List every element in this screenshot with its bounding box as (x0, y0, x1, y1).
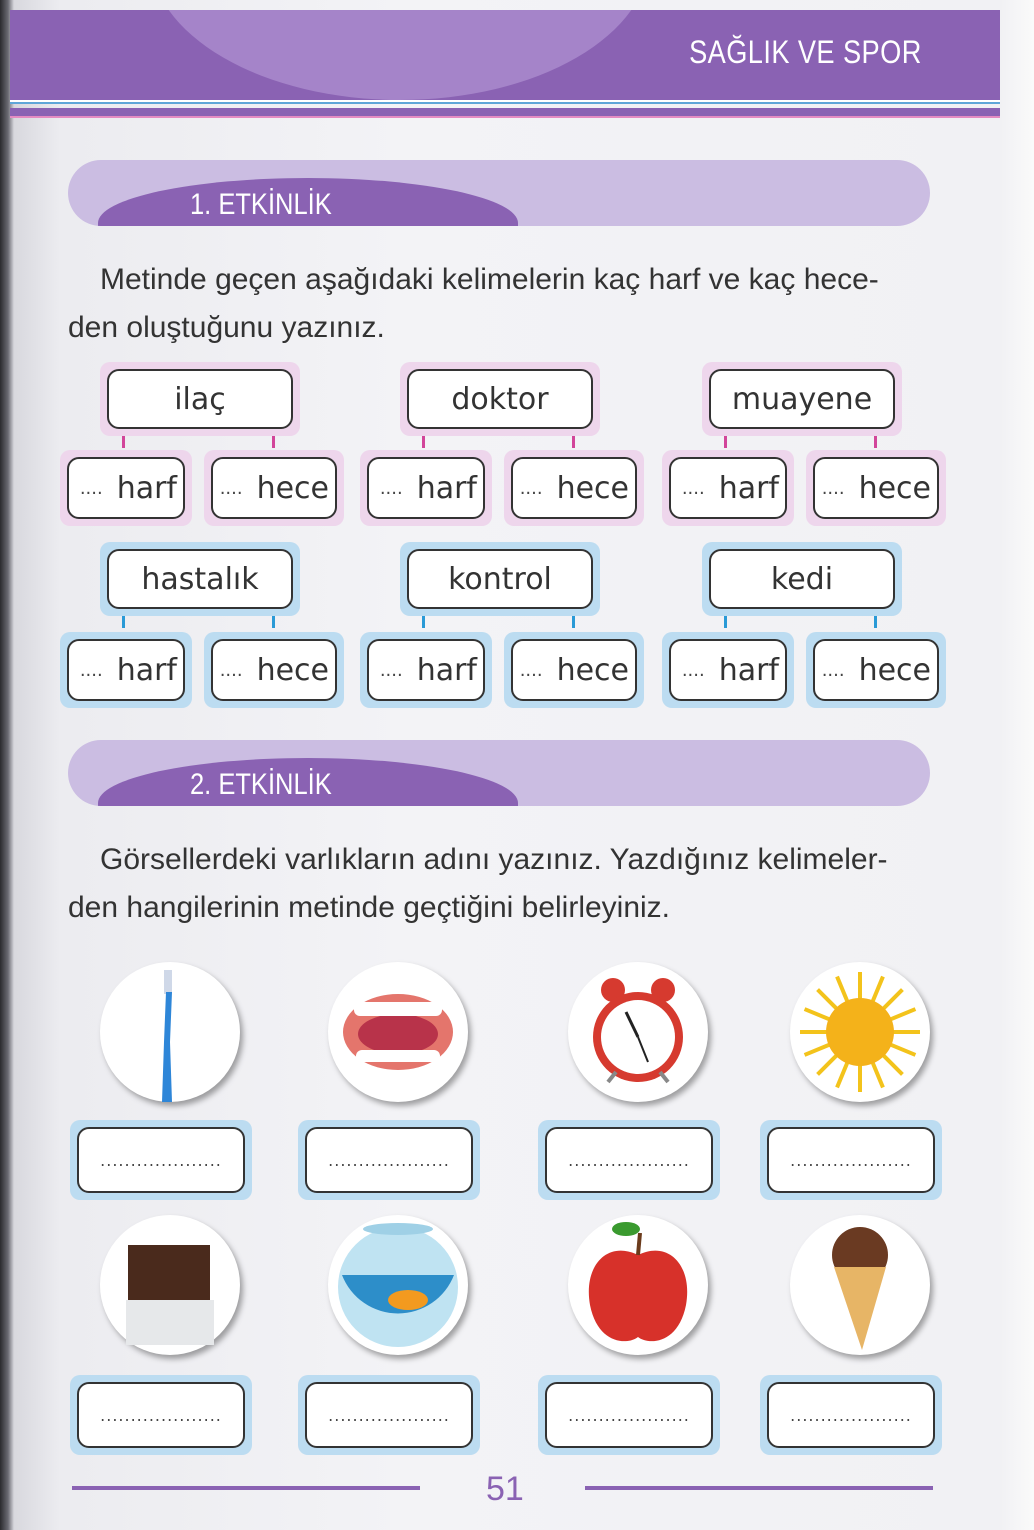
picture-circle (790, 1215, 930, 1355)
picture-circle (328, 1215, 468, 1355)
instruction-line: Görsellerdeki varlıkların adını yazınız. Yazdığınız kelimeler- (100, 843, 888, 876)
hece-label: hece (858, 652, 931, 688)
harf-label: harf (416, 470, 477, 506)
instruction-line: den oluştuğunu yazınız. (68, 311, 385, 344)
connector-line (422, 616, 425, 628)
activity1-title: 1. ETKİNLİK (190, 188, 332, 221)
hece-answer-field[interactable] (211, 457, 337, 519)
word-label: doktor (407, 369, 593, 429)
blank-dots: .... (681, 659, 705, 681)
picture-circle (568, 962, 708, 1102)
hece-label: hece (556, 652, 629, 688)
page-number: 51 (486, 1470, 524, 1508)
picture-circle (328, 962, 468, 1102)
harf-answer-field[interactable] (67, 457, 185, 519)
connector-line (122, 436, 125, 448)
blank-dots: .... (219, 477, 243, 499)
blank-dots: .... (519, 659, 543, 681)
connector-line (272, 436, 275, 448)
connector-line (724, 436, 727, 448)
connector-line (572, 436, 575, 448)
name-answer-card (760, 1375, 942, 1455)
blank-dots: .... (379, 659, 403, 681)
ice-cream-icon (790, 1215, 930, 1355)
hece-answer-card (504, 632, 644, 708)
footer-line (72, 1486, 420, 1490)
blank-dots: .... (219, 659, 243, 681)
blank-dots: .... (379, 477, 403, 499)
name-answer-card (538, 1375, 720, 1455)
harf-answer-card (360, 450, 492, 526)
connector-line (874, 616, 877, 628)
hece-answer-card (806, 450, 946, 526)
connector-line (724, 616, 727, 628)
harf-answer-card (60, 450, 192, 526)
activity2-title: 2. ETKİNLİK (190, 768, 332, 801)
word-card (100, 542, 300, 616)
blank-dots: .... (821, 659, 845, 681)
harf-answer-field[interactable] (367, 457, 485, 519)
name-answer-field[interactable]: .................... (767, 1382, 935, 1448)
name-answer-card (538, 1120, 720, 1200)
footer-line (585, 1486, 933, 1490)
blank-dots: .... (821, 477, 845, 499)
name-answer-card (298, 1375, 480, 1455)
hece-answer-card (806, 632, 946, 708)
blank-dots: .... (519, 477, 543, 499)
name-answer-field[interactable]: .................... (305, 1127, 473, 1193)
activity1-instruction (68, 256, 1008, 352)
alarm-clock-icon (568, 962, 708, 1102)
connector-line (272, 616, 275, 628)
hece-answer-field[interactable] (511, 457, 637, 519)
instruction-line: Metinde geçen aşağıdaki kelimelerin kaç harf ve kaç hece- (100, 263, 879, 296)
connector-line (572, 616, 575, 628)
hece-label: hece (256, 470, 329, 506)
word-label: muayene (709, 369, 895, 429)
name-answer-field[interactable]: .................... (305, 1382, 473, 1448)
hece-label: hece (256, 652, 329, 688)
name-answer-field[interactable]: .................... (77, 1382, 245, 1448)
harf-label: harf (718, 652, 779, 688)
harf-answer-card (60, 632, 192, 708)
word-card (400, 542, 600, 616)
blank-dots: .... (681, 477, 705, 499)
word-card (702, 542, 902, 616)
harf-label: harf (116, 652, 177, 688)
apple-icon (568, 1215, 708, 1355)
instruction-line: den hangilerinin metinde geçtiğini belirleyiniz. (68, 891, 671, 924)
activity2-header (68, 740, 930, 806)
chapter-header (10, 10, 1000, 102)
word-card (100, 362, 300, 436)
harf-answer-card (662, 632, 794, 708)
connector-line (122, 616, 125, 628)
hece-answer-field[interactable] (211, 639, 337, 701)
activity1-header (68, 160, 930, 226)
word-label: kedi (709, 549, 895, 609)
word-label: ilaç (107, 369, 293, 429)
picture-circle (100, 962, 240, 1102)
teeth-icon (328, 962, 468, 1102)
harf-label: harf (116, 470, 177, 506)
blank-dots: .... (79, 659, 103, 681)
name-answer-field[interactable]: .................... (767, 1127, 935, 1193)
header-divider (10, 100, 1000, 104)
harf-answer-field[interactable] (669, 457, 787, 519)
connector-line (874, 436, 877, 448)
chapter-title: SAĞLIK VE SPOR (689, 34, 922, 70)
harf-answer-card (662, 450, 794, 526)
harf-label: harf (718, 470, 779, 506)
hece-answer-field[interactable] (511, 639, 637, 701)
header-divider (10, 108, 1000, 118)
name-answer-field[interactable]: .................... (545, 1127, 713, 1193)
blank-dots: .... (79, 477, 103, 499)
harf-answer-field[interactable] (669, 639, 787, 701)
word-label: hastalık (107, 549, 293, 609)
hece-answer-field[interactable] (813, 639, 939, 701)
harf-label: harf (416, 652, 477, 688)
word-label: kontrol (407, 549, 593, 609)
connector-line (422, 436, 425, 448)
toothbrush-icon (100, 962, 240, 1102)
chocolate-icon (100, 1215, 240, 1355)
harf-answer-field[interactable] (67, 639, 185, 701)
activity2-instruction (68, 836, 1008, 932)
sun-icon (790, 962, 930, 1102)
harf-answer-field[interactable] (367, 639, 485, 701)
picture-circle (790, 962, 930, 1102)
picture-circle (568, 1215, 708, 1355)
name-answer-card (298, 1120, 480, 1200)
hece-answer-card (204, 450, 344, 526)
name-answer-field[interactable]: .................... (545, 1382, 713, 1448)
name-answer-field[interactable]: .................... (77, 1127, 245, 1193)
hece-label: hece (556, 470, 629, 506)
word-card (702, 362, 902, 436)
picture-circle (100, 1215, 240, 1355)
word-card (400, 362, 600, 436)
name-answer-card (70, 1375, 252, 1455)
hece-answer-card (204, 632, 344, 708)
name-answer-card (70, 1120, 252, 1200)
hece-answer-field[interactable] (813, 457, 939, 519)
name-answer-card (760, 1120, 942, 1200)
hece-answer-card (504, 450, 644, 526)
hece-label: hece (858, 470, 931, 506)
fishbowl-icon (328, 1215, 468, 1355)
harf-answer-card (360, 632, 492, 708)
